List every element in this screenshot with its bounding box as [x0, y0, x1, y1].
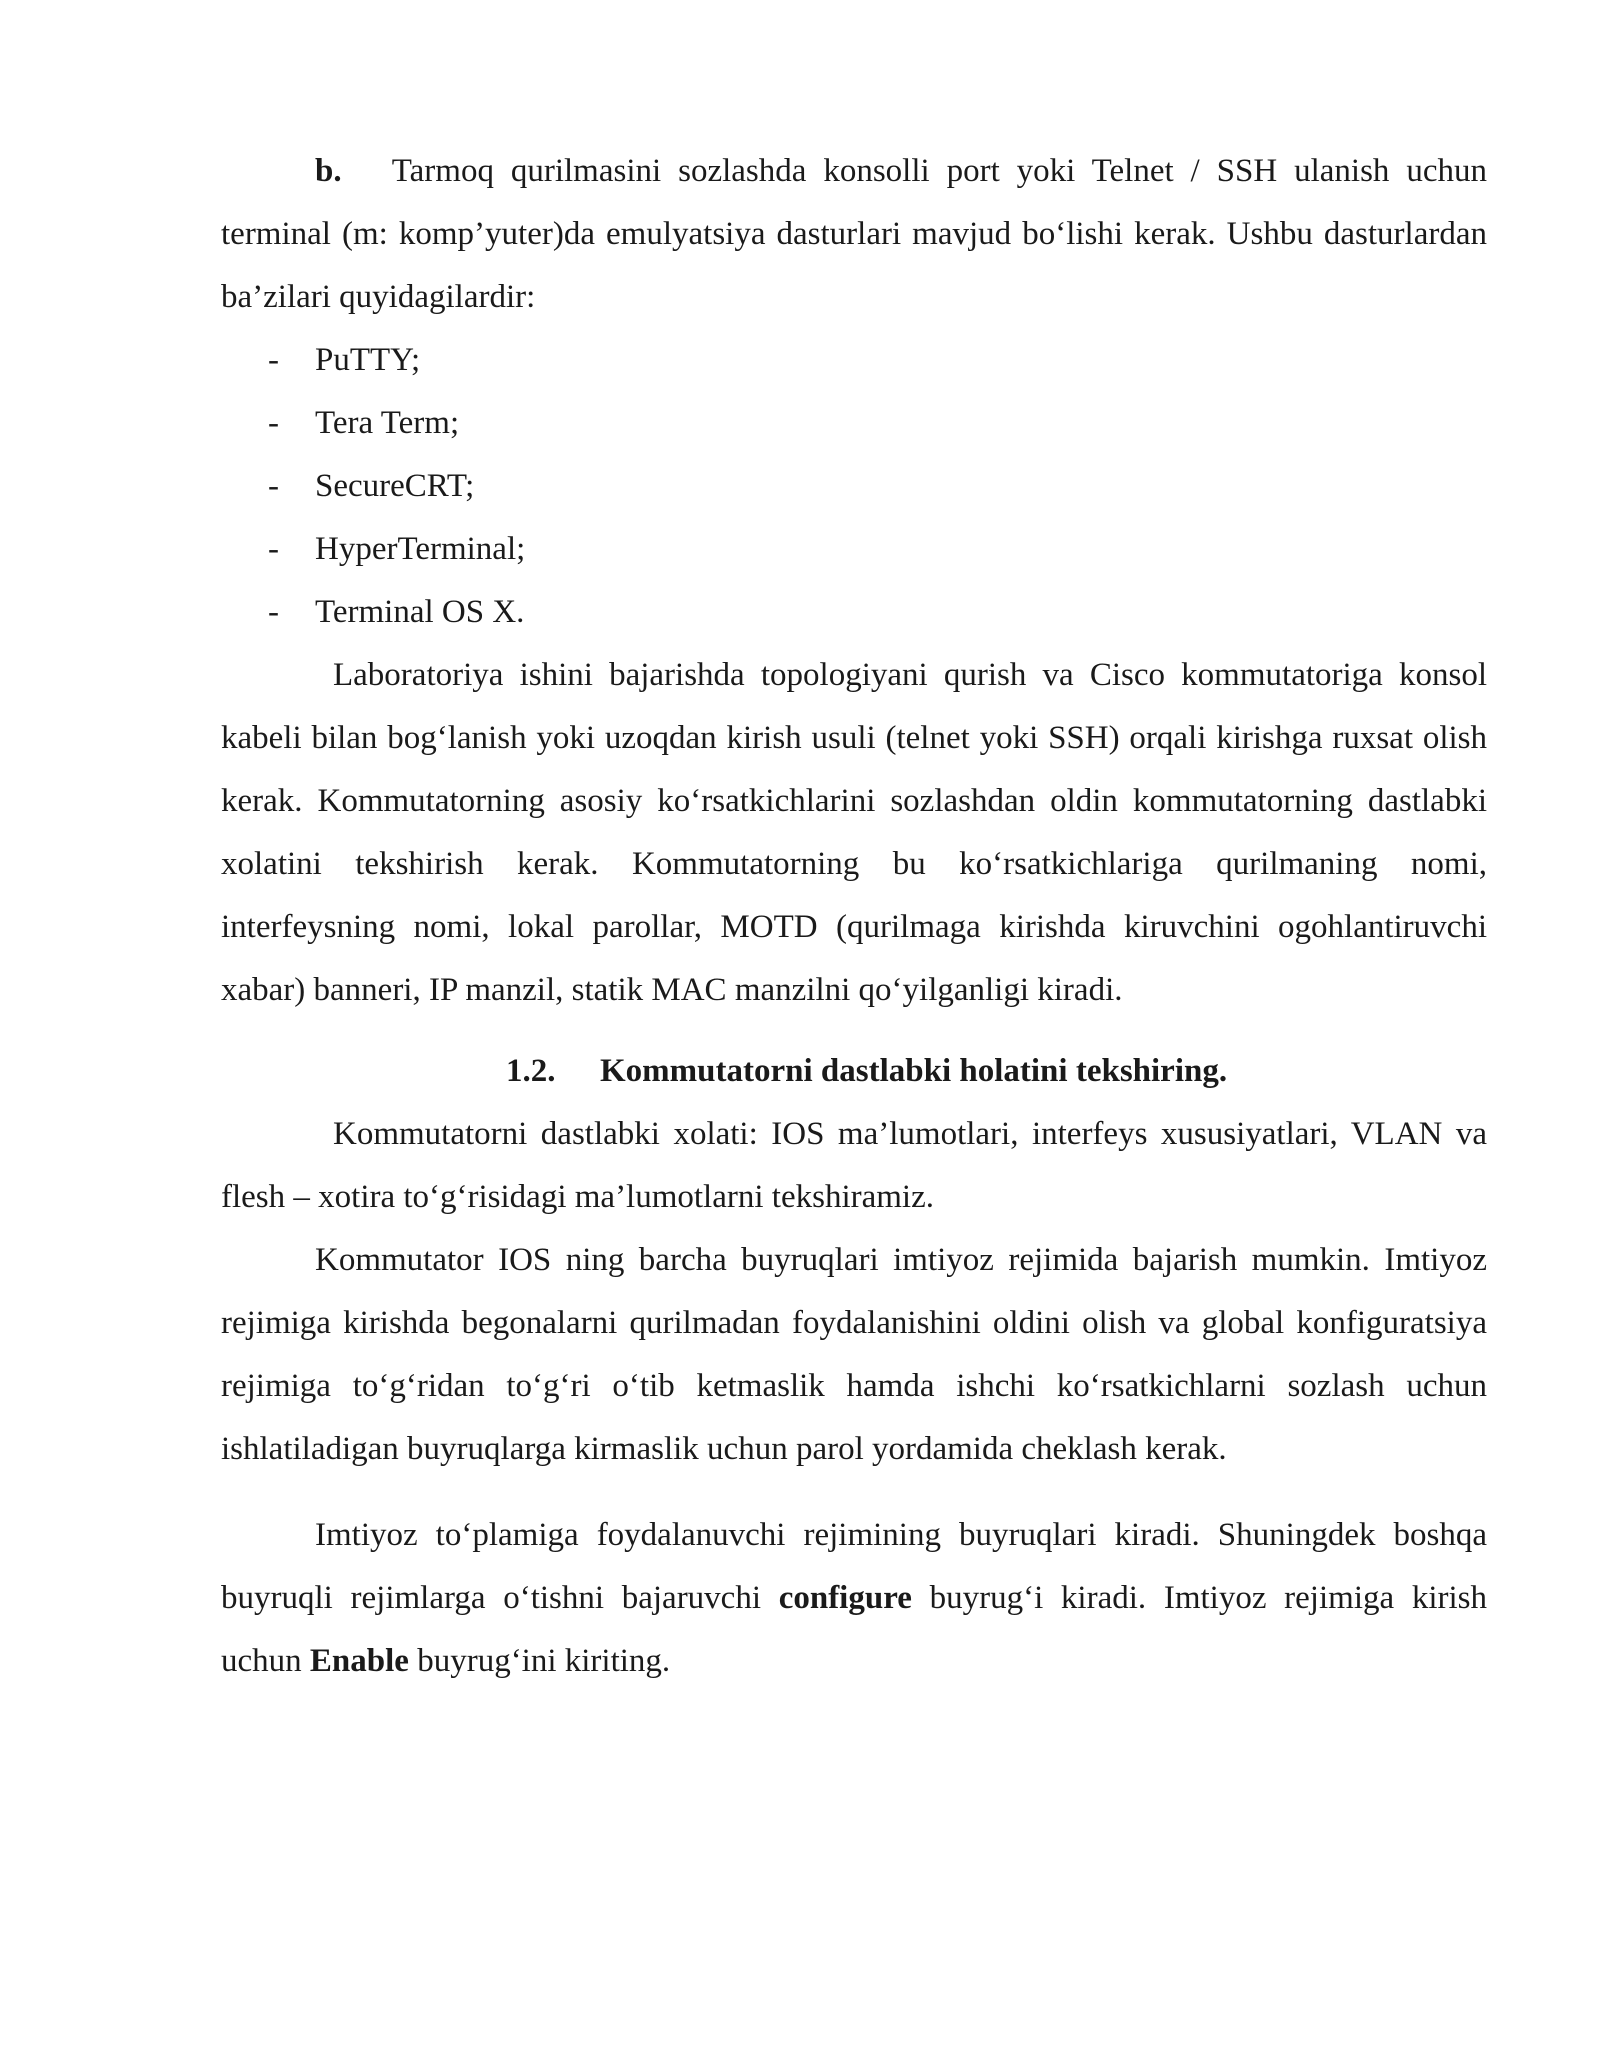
lab-paragraph: Laboratoriya ishini bajarishda topologiyani qurish va Cisco kommutatoriga konsol kabeli bilan bog‘lanish yoki uzoqdan kirish usuli (telnet yoki SSH) orqali kirishga ruxsat olish kerak. Kommutatorning asosiy ko‘rsatkichlarini sozlashdan oldin kommutatorning dastlabki xolatini tekshirish kerak. Kommutatorning bu ko‘rsatkichlariga qurilmaning nomi, interfeysning nomi, lokal parollar, MOTD (qurilmaga kirishda kiruvchini ogohlantiruvchi xabar) banneri, IP manzil, statik MAC manzilni qo‘yilganligi kiradi. — [221, 657, 1487, 1008]
intro-first-line: Tarmoq qurilmasini sozlashda konsolli port yoki Telnet / SSH ulanish uchun — [391, 153, 1488, 189]
configure-command: configure — [778, 1580, 912, 1616]
state-paragraph: Kommutatorni dastlabki xolati: IOS ma’lumotlari, interfeys xususiyatlari, VLAN va flesh – xotira to‘g‘risidagi ma’lumotlarni tekshiramiz. — [221, 1116, 1487, 1215]
document-page — [221, 140, 1487, 1693]
dash-bullet: - — [268, 594, 279, 630]
enable-command: Enable — [309, 1643, 409, 1679]
dash-bullet: - — [268, 468, 279, 504]
list-item: - PuTTY; — [221, 329, 1487, 392]
intro-rest: terminal (m: komp’yuter)da emulyatsiya dasturlari mavjud bo‘lishi kerak. Ushbu dasturlardan ba’zilari quyidagilardir: — [221, 216, 1487, 315]
item-marker: b. — [315, 153, 342, 189]
list-item: - Tera Term; — [221, 392, 1487, 455]
section-heading — [221, 1040, 1487, 1103]
dash-bullet: - — [268, 531, 279, 567]
dash-bullet: - — [268, 405, 279, 441]
program-list — [221, 329, 1487, 644]
list-item: - Terminal OS X. — [221, 581, 1487, 644]
ios-paragraph: Kommutator IOS ning barcha buyruqlari imtiyoz rejimida bajarish mumkin. Imtiyoz rejimiga kirishda begonalarni qurilmadan foydalanishini oldini olish va global konfiguratsiya rejimiga to‘g‘ridan to‘g‘ri o‘tib ketmaslik hamda ishchi ko‘rsatkichlarni sozlash uchun ishlatiladigan buyruqlarga kirmaslik uchun parol yordamida cheklash kerak. — [221, 1242, 1487, 1467]
privilege-paragraph: Imtiyoz to‘plamiga foydalanuvchi rejimining buyruqlari kiradi. Shuningdek boshqa buyruqli rejimlarga o‘tishni bajaruvchi configure buyrug‘i kiradi. Imtiyoz rejimiga kirish uchun Enable buyrug‘ini kiriting. — [221, 1517, 1487, 1679]
section-title: Kommutatorni dastlabki holatini tekshiring. — [600, 1053, 1228, 1089]
section-number: 1.2. — [506, 1053, 556, 1089]
dash-bullet: - — [268, 342, 279, 378]
intro-paragraph — [221, 140, 1487, 329]
list-item: - SecureCRT; — [221, 455, 1487, 518]
list-item: - HyperTerminal; — [221, 518, 1487, 581]
